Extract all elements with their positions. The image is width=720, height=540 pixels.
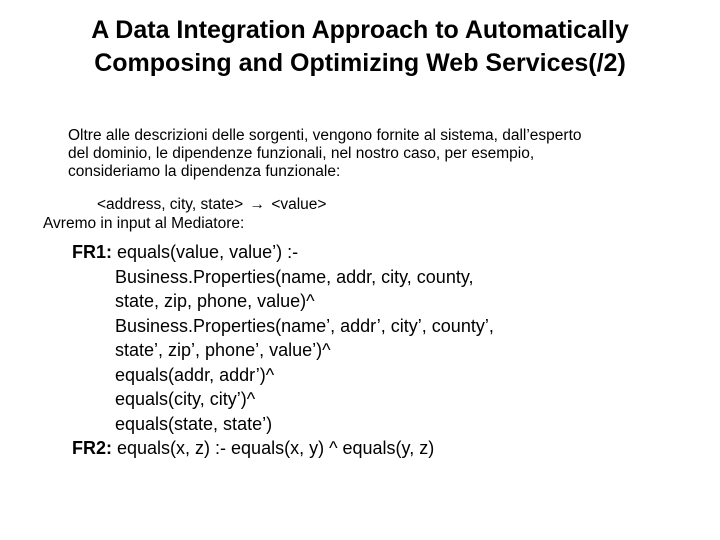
fr1-label: FR1:	[72, 242, 112, 262]
fr1-line: Business.Properties(name’, addr’, city’, county’,	[115, 315, 494, 336]
fr1-head	[72, 240, 494, 265]
fr1-line: equals(city, city’)^	[115, 389, 256, 409]
fr1-line: equals(state, state’)	[115, 413, 273, 434]
fr2-line	[72, 436, 494, 461]
title-line-1: A Data Integration Approach to Automatically	[91, 16, 629, 44]
intro-line-2: del dominio, le dipendenze funzionali, nel nostro caso, per esempio,	[68, 145, 535, 162]
fr1-line: Business.Properties(name, addr, city, county,	[115, 266, 474, 287]
fr2-label: FR2:	[72, 438, 112, 458]
right-arrow-icon: →	[249, 196, 265, 213]
fr1-head-text: equals(value, value’) :-	[112, 242, 299, 262]
dependency-left: <address, city, state>	[97, 196, 244, 213]
intro-line-1: Oltre alle descrizioni delle sorgenti, vengono fornite al sistema, dall’esperto	[68, 127, 582, 144]
intro-line-3: consideriamo la dipendenza funzionale:	[68, 163, 341, 180]
intro-paragraph	[68, 127, 708, 181]
dependency-right: <value>	[271, 196, 327, 213]
fr1-line: state’, zip’, phone’, value’)^	[115, 340, 331, 360]
fr1-line: state, zip, phone, value)^	[115, 291, 315, 311]
fr2-text: equals(x, z) :- equals(x, y) ^ equals(y, z)	[112, 438, 435, 458]
rules-block	[72, 240, 494, 461]
functional-dependency	[97, 196, 326, 214]
slide-title	[0, 14, 720, 80]
mediator-input-text: Avremo in input al Mediatore:	[43, 215, 245, 232]
title-line-2: Composing and Optimizing Web Services(/2)	[94, 49, 626, 77]
fr1-line: equals(addr, addr’)^	[115, 364, 275, 385]
